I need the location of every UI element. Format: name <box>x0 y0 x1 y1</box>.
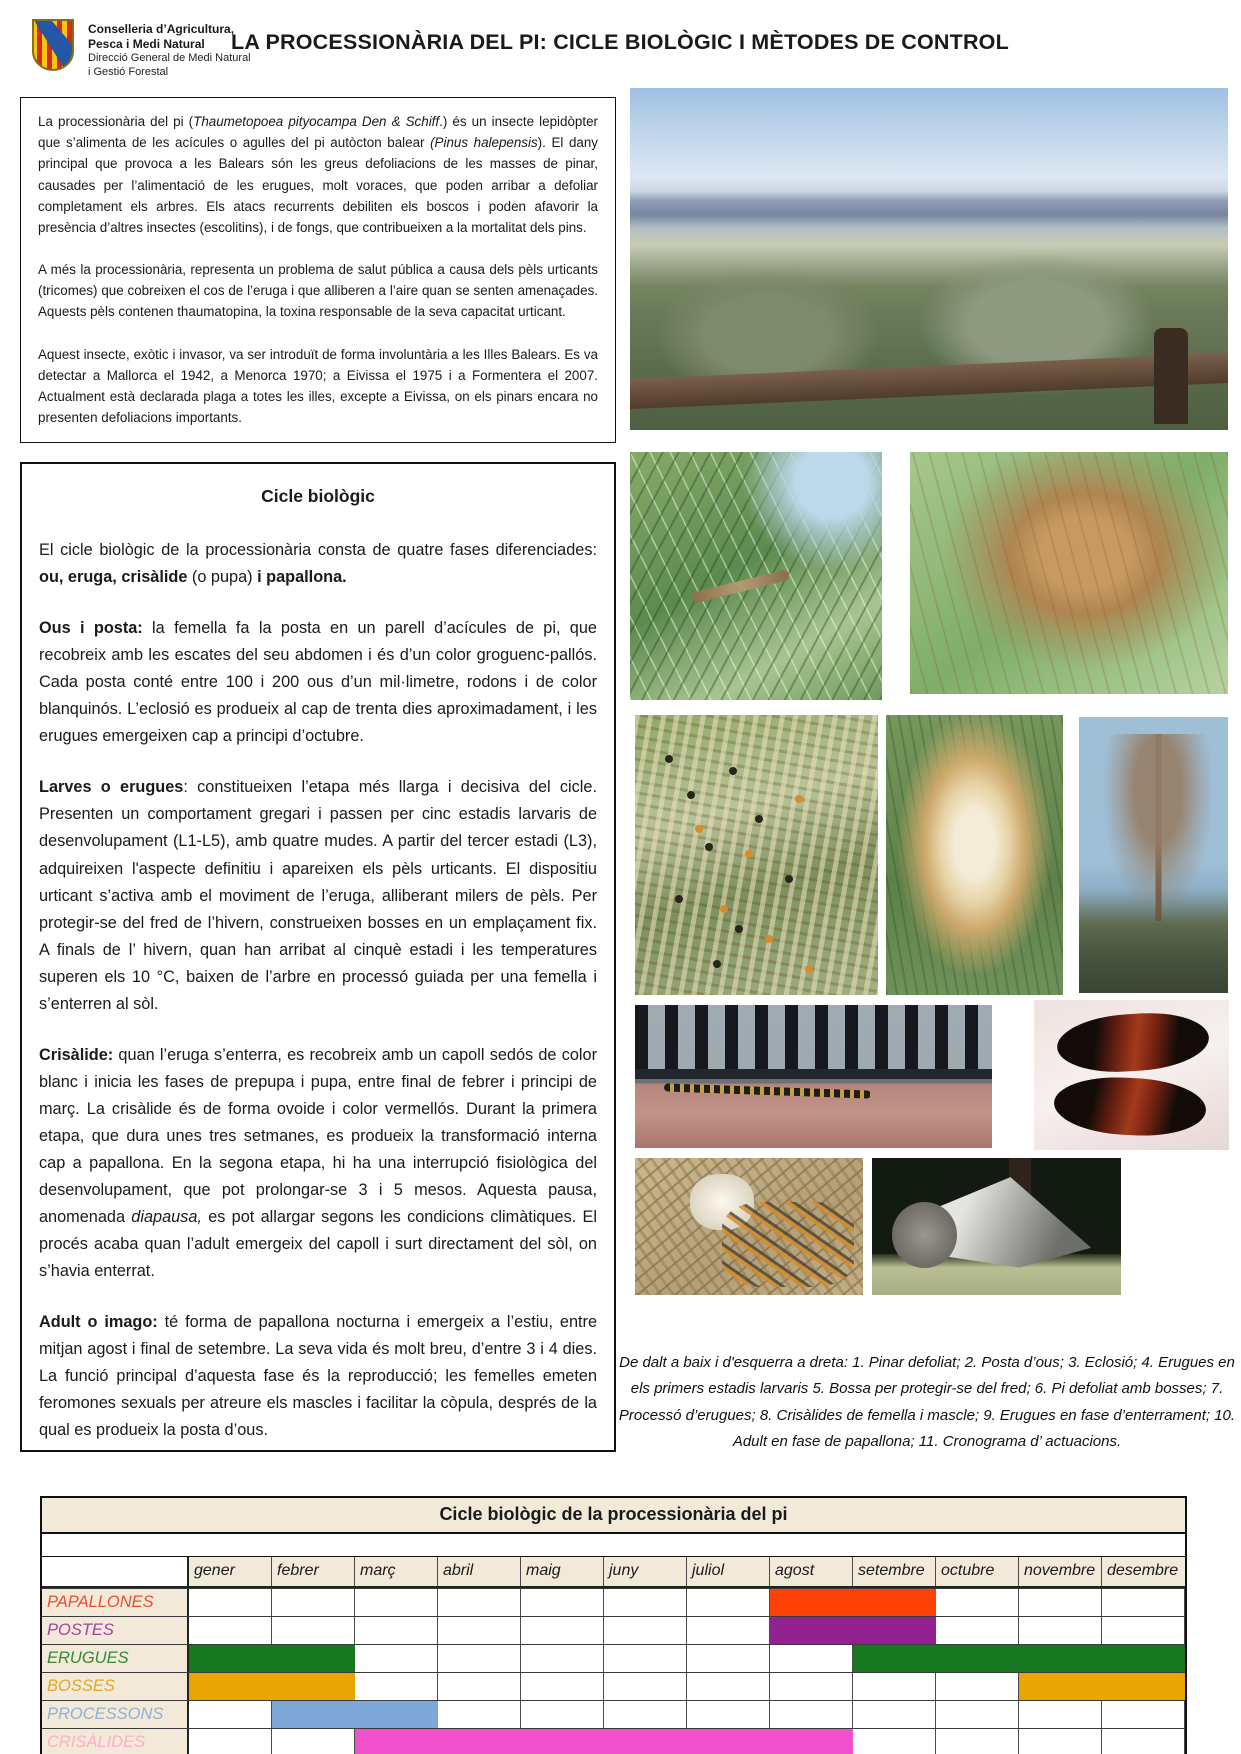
page-title: LA PROCESSIONÀRIA DEL PI: CICLE BIOLÒGIC I MÈTODES DE CONTROL <box>231 30 1009 54</box>
month-cell <box>770 1645 853 1672</box>
month-cell <box>355 1589 438 1616</box>
activity-bar-crisàlides <box>355 1729 853 1754</box>
org-name-line2: Pesca i Medi Natural <box>88 37 205 51</box>
cycle-row-crisàlides <box>42 1728 1185 1754</box>
activity-bar-bosses <box>1019 1673 1185 1700</box>
month-header-novembre: novembre <box>1019 1557 1102 1586</box>
pupa-shape <box>1056 1008 1212 1075</box>
month-header-desembre: desembre <box>1102 1557 1185 1586</box>
month-cell <box>189 1589 272 1616</box>
railing-post-shape <box>1154 328 1188 424</box>
month-cell <box>604 1673 687 1700</box>
month-cell <box>1102 1729 1185 1754</box>
month-cell <box>1102 1701 1185 1728</box>
month-cell <box>1019 1729 1102 1754</box>
month-cell <box>355 1617 438 1644</box>
row-label-papallones: PAPALLONES <box>42 1589 189 1616</box>
moth-body-shape <box>892 1202 957 1268</box>
month-cell <box>438 1589 521 1616</box>
month-cell <box>272 1729 355 1754</box>
month-cell <box>1102 1589 1185 1616</box>
egg-mass-shape <box>691 569 791 604</box>
org-name-line1: Conselleria d’Agricultura, <box>88 22 235 36</box>
month-cell <box>438 1701 521 1728</box>
cycle-text-box <box>20 462 616 1452</box>
pupa-shape <box>1052 1074 1207 1139</box>
row-label-erugues: ERUGUES <box>42 1645 189 1672</box>
month-cell <box>687 1645 770 1672</box>
activity-bar-processons <box>272 1701 438 1728</box>
month-cell <box>355 1645 438 1672</box>
bare-tree-shape <box>1100 734 1216 922</box>
cycle-row-papallones <box>42 1588 1185 1616</box>
month-header-setembre: setembre <box>853 1557 936 1586</box>
cycle-table-spacer <box>42 1534 1185 1556</box>
month-cell <box>604 1617 687 1644</box>
row-label-postes: POSTES <box>42 1617 189 1644</box>
month-cell <box>438 1673 521 1700</box>
month-cell <box>438 1617 521 1644</box>
row-label-crisàlides: CRISÀLIDES <box>42 1729 189 1754</box>
photo-erugues-enterrament <box>635 1158 863 1295</box>
caterpillar-cluster-pattern <box>722 1202 854 1287</box>
month-cell <box>438 1645 521 1672</box>
month-cell <box>604 1701 687 1728</box>
intro-paragraph-3: Aquest insecte, exòtic i invasor, va ser introduït de forma involuntària a les Illes Balears. Es va detectar a Mallorca el 1942, a Menorca 1970; a Eivissa el 1975 i a Formentera el 2007. Actualment està declarada plaga a totes les illes, excepte a Eivissa, on els pinars encara no presenten defoliacions importants. <box>38 346 598 426</box>
photo-bossa-proteccio <box>886 715 1063 995</box>
month-cell <box>272 1589 355 1616</box>
month-cell <box>189 1617 272 1644</box>
caterpillar-procession-shape <box>663 1083 870 1098</box>
month-header-abril: abril <box>438 1557 521 1586</box>
intro-paragraph-1: La processionària del pi (Thaumetopoea pityocampa Den & Schiff.) és un insecte lepidòpter que s’alimenta de les acícules o agulles del pi autòcton balear (Pinus halepensis). El dany principal que provoca a les Balears són les greus defoliacions de les masses de pinar, causades per l’alimentació de les erugues, molt voraces, que poden arribar a defoliar completament els arbres. Els atacs recurrents debiliten els boscos i poden afavorir la presència d’altres insectes (escolitins), i de fongs, que contribueixen a la mortalitat dels pins. <box>38 114 598 235</box>
month-cell <box>604 1645 687 1672</box>
intro-text-box <box>20 97 616 443</box>
month-cell <box>521 1617 604 1644</box>
photo-erugues-primers-estadis <box>635 715 878 995</box>
photo-posta-dous <box>630 452 882 700</box>
photo-caption: De dalt a baix i d'esquerra a dreta: 1. Pinar defoliat; 2. Posta d’ous; 3. Eclosió; 4. Erugues en els primers estadis larvaris 5. Bossa per protegir-se del fred; 6. Pi defoliat amb bosses; 7. Processó d’erugues; 8. Crisàlides de femella i mascle; 9. Erugues en fase d’enterrament; 10. Adult en fase de papallona; 11. Cronograma d’ actuacions. <box>618 1354 1236 1450</box>
month-header-maig: maig <box>521 1557 604 1586</box>
balearic-coat-of-arms-logo <box>30 18 76 72</box>
month-cell <box>936 1701 1019 1728</box>
month-cell <box>770 1673 853 1700</box>
month-cell <box>272 1617 355 1644</box>
month-header-juliol: juliol <box>687 1557 770 1586</box>
month-cell <box>853 1673 936 1700</box>
cycle-table <box>40 1496 1187 1754</box>
shield-icon <box>30 18 76 72</box>
photo-crisalides-femella-mascle <box>1034 1000 1229 1150</box>
photo-processo-derugues <box>635 1005 992 1148</box>
cycle-row-postes <box>42 1616 1185 1644</box>
row-label-processons: PROCESSONS <box>42 1701 189 1728</box>
month-cell <box>687 1617 770 1644</box>
cycle-heading: Cicle biològic <box>261 486 375 506</box>
cycle-paragraph-larves: Larves o erugues: constitueixen l’etapa més llarga i decisiva del cicle. Presenten un comportament gregari i passen per cinc estadis larvaris de desenvolupament (L1-L5), amb quatre mudes. A partir del tercer estadi (L3), adquireixen l'aspecte definitiu i apareixen els pèls urticants. El dispositiu urticant s’activa amb el moviment de l’eruga, alliberant milers de pèls. Per protegir-se del fred de l’hivern, construeixen bosses en un emplaçament fix. A finals de l’ hivern, quan han arribat al cinquè estadi i les temperatures superen els 10 °C, baixen de l’arbre en processó guiada per una femella i s’enterren al sòl. <box>39 778 597 1013</box>
month-cell <box>853 1729 936 1754</box>
activity-bar-postes <box>770 1617 936 1644</box>
month-cell <box>521 1701 604 1728</box>
month-cell <box>1019 1589 1102 1616</box>
cycle-row-erugues <box>42 1644 1185 1672</box>
month-cell <box>687 1589 770 1616</box>
month-cell <box>604 1589 687 1616</box>
month-cell <box>770 1701 853 1728</box>
month-cell <box>521 1589 604 1616</box>
month-cell <box>1102 1617 1185 1644</box>
caterpillar-dots <box>665 755 673 763</box>
photo-adult-papallona <box>872 1158 1121 1295</box>
month-header-gener: gener <box>189 1557 272 1586</box>
month-header-febrer: febrer <box>272 1557 355 1586</box>
fence-pattern <box>635 1005 992 1079</box>
cycle-month-row <box>42 1556 1185 1588</box>
org-sub-line2: i Gestió Forestal <box>88 65 169 78</box>
month-cell <box>936 1673 1019 1700</box>
month-cell <box>936 1589 1019 1616</box>
photo-eclosio <box>910 452 1228 694</box>
activity-bar-erugues <box>189 1645 355 1672</box>
cycle-row-bosses <box>42 1672 1185 1700</box>
cycle-row-processons <box>42 1700 1185 1728</box>
month-cell <box>189 1729 272 1754</box>
cycle-rows <box>42 1588 1185 1754</box>
cycle-paragraph-crisalide: Crisàlide: quan l’eruga s’enterra, es recobreix amb un capoll sedós de color blanc i inicia les fases de prepupa i pupa, entre final de febrer i principi de març. La crisàlide és de forma ovoide i color vermellós. Durant la primera etapa, que dura unes tres setmanes, es produeix la transformació interna cap a papallona. En la segona etapa, hi ha una interrupció fisiològica del desenvolupament, que pot prolongar-se 3 i 5 mesos. Aquesta pausa, anomenada diapausa, es pot allargar segons les condicions climàtiques. El procés acaba quan l’adult emergeix del capoll i surt directament del sòl, on s’havia enterrat. <box>39 1045 598 1281</box>
month-cell <box>521 1645 604 1672</box>
month-header-octubre: octubre <box>936 1557 1019 1586</box>
activity-bar-papallones <box>770 1589 936 1616</box>
month-cell <box>355 1673 438 1700</box>
photo-pi-defoliat-amb-bosses <box>1079 717 1228 993</box>
month-header-juny: juny <box>604 1557 687 1586</box>
month-cell <box>521 1673 604 1700</box>
intro-paragraph-2: A més la processionària, representa un problema de salut pública a causa dels pèls urticants (tricomes) que cobreixen el cos de l’eruga i que alliberen a l’aire quan se senten amenaçades. Aquests pèls contenen thaumatopina, la toxina responsable de la seva capacitat urticant. <box>38 262 598 320</box>
photo-pinar-defoliat <box>630 88 1228 430</box>
month-row-corner-cell <box>42 1557 189 1586</box>
cycle-paragraph-adult: Adult o imago: té forma de papallona nocturna i emergeix a l’estiu, entre mitjan agost i final de setembre. La seva vida és molt breu, d’entre 3 i 4 dies. La funció principal d’aquesta fase és la reproducció; les femelles emeten feromones sexuals per atreure els mascles i facilitar la còpula, després de la qual es produeix la posta d’ous. <box>39 1313 597 1440</box>
org-sub-line1: Direcció General de Medi Natural <box>88 52 251 64</box>
cycle-table-title: Cicle biològic de la processionària del pi <box>42 1498 1185 1534</box>
month-cell <box>687 1673 770 1700</box>
month-cell <box>936 1617 1019 1644</box>
row-label-bosses: BOSSES <box>42 1673 189 1700</box>
cycle-paragraph-intro: El cicle biològic de la processionària consta de quatre fases diferenciades: ou, eruga, crisàlide (o pupa) i papallona. <box>39 541 597 587</box>
activity-bar-bosses <box>189 1673 355 1700</box>
month-cell <box>687 1701 770 1728</box>
month-cell <box>936 1729 1019 1754</box>
cycle-paragraph-ous: Ous i posta: la femella fa la posta en un parell d’acícules de pi, que recobreix amb les escates del seu abdomen i és d’un color groguenc-pallós. Cada posta conté entre 100 i 200 ous d’un mil·limetre, rodons i de color blanquinós. L’eclosió es produeix al cap de trenta dies aproximadament, i les erugues emergeixen cap a principi d’octubre. <box>39 619 597 746</box>
month-cell <box>1019 1701 1102 1728</box>
month-cell <box>189 1701 272 1728</box>
month-header-agost: agost <box>770 1557 853 1586</box>
month-header-març: març <box>355 1557 438 1586</box>
month-cell <box>853 1701 936 1728</box>
month-cell <box>1019 1617 1102 1644</box>
activity-bar-erugues <box>853 1645 1185 1672</box>
